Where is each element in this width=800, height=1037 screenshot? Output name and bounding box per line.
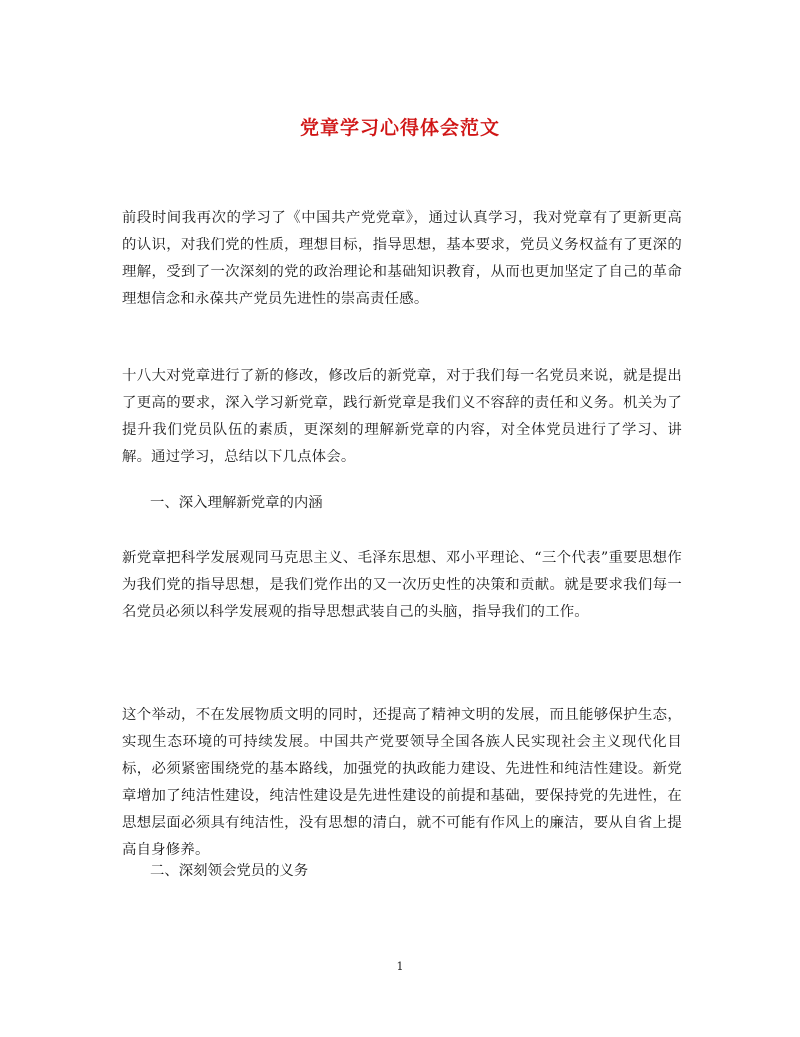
paragraph-4: 这个举动，不在发展物质文明的同时，还提高了精神文明的发展，而且能够保护生态，实现生态环境的可持续发展。中国共产党要领导全国各族人民实现社会主义现代化目标，必须紧密围绕党的基本路线，加强党的执政能力建设、先进性和纯洁性建设。新党章增加了纯洁性建设，纯洁性建设是先进性建设的前提和基础，要保持党的先进性，在思想层面必须具有纯洁性，没有思想的清白，就不可能有作风上的廉洁，要从自省上提高自身修养。 [122,707,682,858]
paragraph-1: 前段时间我再次的学习了《中国共产党党章》，通过认真学习，我对党章有了更新更高的认识，对我们党的性质，理想目标，指导思想，基本要求，党员义务权益有了更深的理解，受到了一次深刻的党的政治理论和基础知识教育，从而也更加坚定了自己的革命理想信念和永葆共产党员先进性的崇高责任感。 [122,210,682,307]
page-number: 1 [396,960,404,973]
section-heading-1: 一、深入理解新党章的内涵 [150,495,323,511]
section-heading-2: 二、深刻领会党员的义务 [150,863,309,879]
document-title: 党章学习心得体会范文 [299,117,500,139]
paragraph-3: 新党章把科学发展观同马克思主义、毛泽东思想、邓小平理论、“三个代表”重要思想作为我们党的指导思想，是我们党作出的又一次历史性的决策和贡献。就是要求我们每一名党员必须以科学发展观的指导思想武装自己的头脑，指导我们的工作。 [122,550,682,620]
paragraph-2: 十八大对党章进行了新的修改，修改后的新党章，对于我们每一名党员来说，就是提出了更高的要求，深入学习新党章，践行新党章是我们义不容辞的责任和义务。机关为了提升我们党员队伍的素质，更深刻的理解新党章的内容，对全体党员进行了学习、讲解。通过学习，总结以下几点体会。 [122,368,682,465]
